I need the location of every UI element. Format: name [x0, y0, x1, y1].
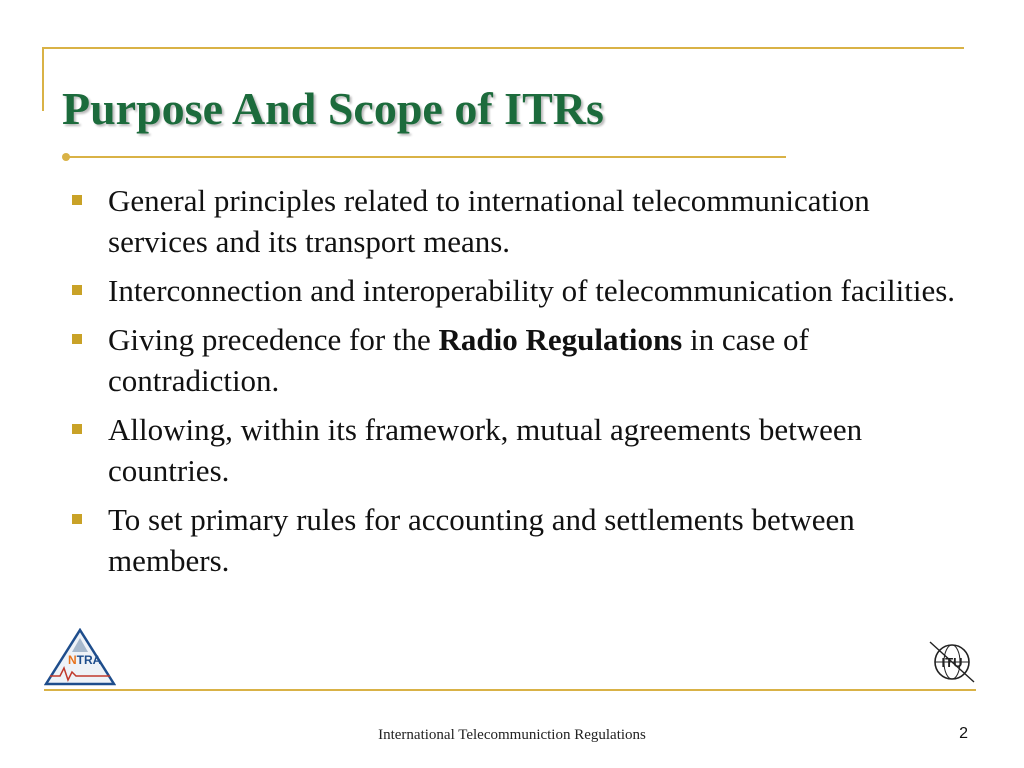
title-rule	[68, 156, 786, 158]
bullet-item	[72, 270, 972, 311]
bullet-item	[72, 409, 972, 491]
bullet-item	[72, 180, 972, 262]
bullet-text-part: Giving precedence for the	[108, 322, 439, 357]
bullet-text-bold: Radio Regulations	[438, 322, 683, 357]
ntra-logo	[44, 628, 116, 686]
bullet-text-part: in case of contradiction.	[108, 322, 809, 398]
bullet-square-icon	[72, 195, 82, 205]
frame-left-line	[42, 47, 44, 111]
bullet-list	[72, 180, 972, 589]
bullet-text-part: Allowing, within its framework, mutual agreements between countries.	[108, 412, 863, 488]
page-number: 2	[959, 725, 968, 742]
bullet-text-part: Interconnection and interoperability of telecommunication facilities.	[108, 273, 956, 308]
bullet-square-icon	[72, 424, 82, 434]
bullet-item	[72, 499, 972, 581]
itu-logo-text: ITU	[941, 655, 963, 670]
bullet-text	[108, 183, 870, 259]
footer-text: International Telecommuniction Regulations	[378, 727, 646, 743]
bullet-text	[108, 322, 809, 398]
bullet-square-icon	[72, 334, 82, 344]
bullet-square-icon	[72, 514, 82, 524]
itu-logo	[926, 636, 978, 688]
bullet-text	[108, 502, 855, 578]
bullet-text	[108, 273, 955, 308]
bullet-text-part: General principles related to international telecommunication services and its transport means.	[108, 183, 870, 259]
slide-title: Purpose And Scope of ITRs	[62, 83, 604, 134]
ntra-logo-text: NTRA	[68, 653, 102, 667]
bullet-item	[72, 319, 972, 401]
bullet-text	[108, 412, 862, 488]
footer-rule	[44, 689, 976, 691]
bullet-text-part: To set primary rules for accounting and settlements between members.	[108, 502, 855, 578]
frame-top-line	[42, 47, 964, 49]
bullet-square-icon	[72, 285, 82, 295]
